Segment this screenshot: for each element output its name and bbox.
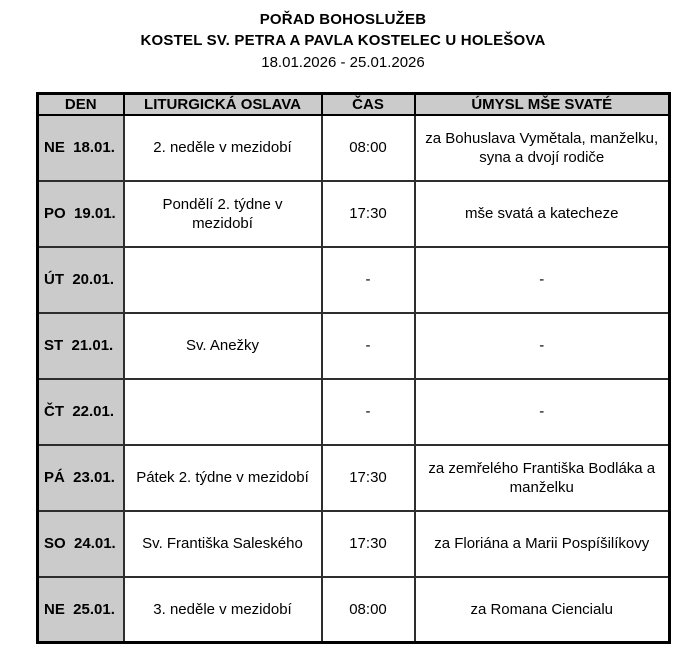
time-cell: 08:00 [322,115,415,181]
day-cell: NE 25.01. [38,577,124,643]
table-row [38,313,670,379]
table-body [38,115,670,643]
table-row [38,115,670,181]
celebration-cell: Sv. Anežky [124,313,322,379]
celebration-cell [124,247,322,313]
intention-cell: - [415,247,670,313]
column-header-den: DEN [38,94,124,115]
table-header [38,94,670,115]
table-row [38,181,670,247]
date-range: 18.01.2026 - 25.01.2026 [261,54,425,71]
day-cell: SO 24.01. [38,511,124,577]
celebration-cell [124,379,322,445]
time-cell: - [322,379,415,445]
column-header-umysl: ÚMYSL MŠE SVATÉ [415,94,670,115]
table-row [38,511,670,577]
intention-cell: za zemřelého Františka Bodláka a manželku [415,445,670,511]
day-cell: ÚT 20.01. [38,247,124,313]
time-cell: 08:00 [322,577,415,643]
time-cell: - [322,247,415,313]
table-row [38,247,670,313]
day-cell: PO 19.01. [38,181,124,247]
page-title: POŘAD BOHOSLUŽEB [259,11,427,28]
intention-cell: mše svatá a katecheze [415,181,670,247]
intention-cell: za Floriána a Marii Pospíšilíkovy [415,511,670,577]
day-cell: PÁ 23.01. [38,445,124,511]
celebration-cell: 3. neděle v mezidobí [124,577,322,643]
celebration-cell: Sv. Františka Saleského [124,511,322,577]
time-cell: 17:30 [322,445,415,511]
celebration-cell: 2. neděle v mezidobí [124,115,322,181]
column-header-liturgicka-oslava: LITURGICKÁ OSLAVA [124,94,322,115]
intention-cell: za Bohuslava Vymětala, manželku, syna a dvojí rodiče [415,115,670,181]
time-cell: - [322,313,415,379]
intention-cell: - [415,379,670,445]
day-cell: NE 18.01. [38,115,124,181]
table-row [38,379,670,445]
time-cell: 17:30 [322,511,415,577]
celebration-cell: Pondělí 2. týdne v mezidobí [124,181,322,247]
header-row [38,94,670,115]
intention-cell: - [415,313,670,379]
time-cell: 17:30 [322,181,415,247]
intention-cell: za Romana Ciencialu [415,577,670,643]
day-cell: ST 21.01. [38,313,124,379]
table-row [38,577,670,643]
column-header-cas: ČAS [322,94,415,115]
schedule-table [36,92,671,644]
table-row [38,445,670,511]
day-cell: ČT 22.01. [38,379,124,445]
celebration-cell: Pátek 2. týdne v mezidobí [124,445,322,511]
church-name: KOSTEL SV. PETRA A PAVLA KOSTELEC U HOLEŠOVA [140,32,546,49]
bulletin-header [0,0,686,73]
